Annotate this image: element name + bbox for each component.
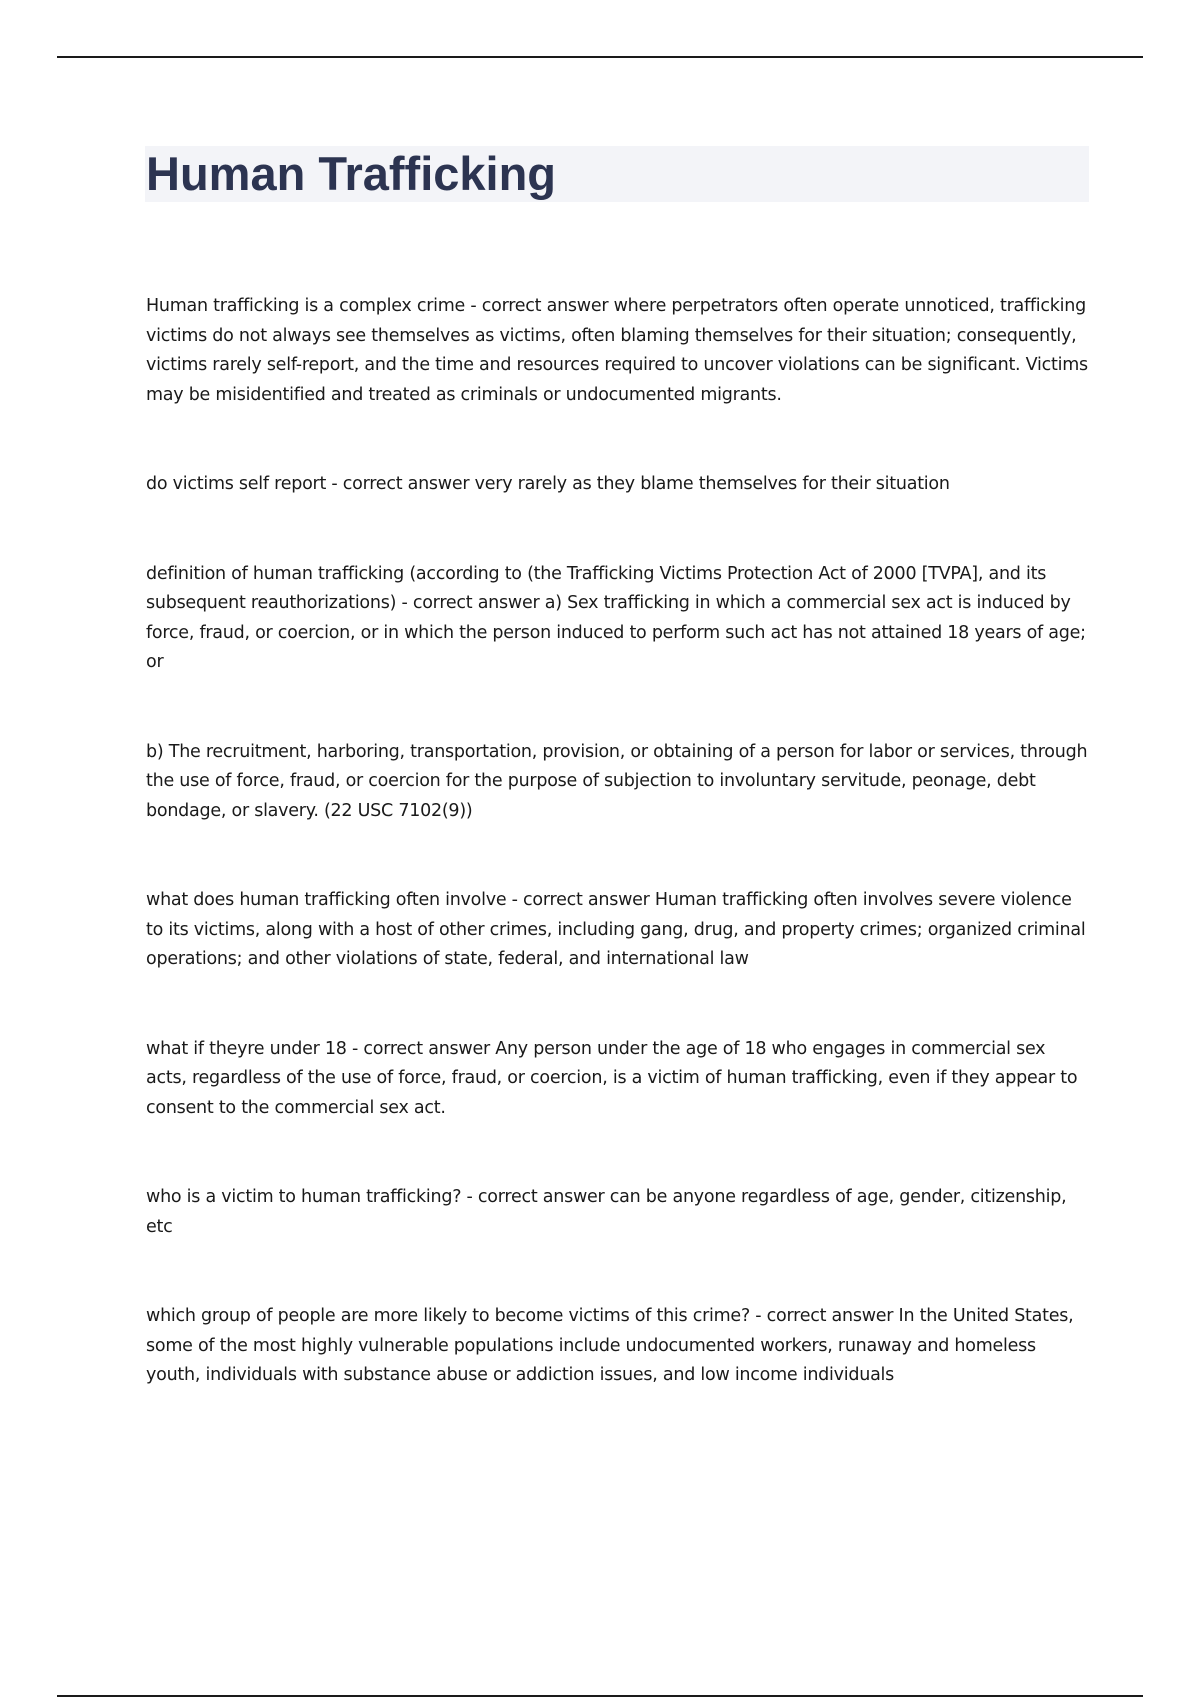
page-bottom-rule <box>57 1695 1143 1697</box>
qa-entry: do victims self report - correct answer very rarely as they blame themselves for their situation <box>146 474 950 494</box>
qa-entry: what does human trafficking often involve - correct answer Human trafficking often involves severe violence to its victims, along with a host of other crimes, including gang, drug, and property crimes; organized criminal operations; and other violations of state, federal, and international law <box>146 890 1086 969</box>
document-body <box>146 292 1091 1451</box>
qa-entry: what if theyre under 18 - correct answer Any person under the age of 18 who engages in commercial sex acts, regardless of the use of force, fraud, or coercion, is a victim of human trafficking, even if they appear to consent to the commercial sex act. <box>146 1038 1078 1118</box>
qa-entry: b) The recruitment, harboring, transportation, provision, or obtaining of a person for labor or services, through the use of force, fraud, or coercion for the purpose of subjection to involuntary servitude, peonage, debt bondage, or slavery. (22 USC 7102(9)) <box>146 741 1088 821</box>
qa-entry: definition of human trafficking (according to (the Trafficking Victims Protection Act of 2000 [TVPA], and its subsequent reauthorizations) - correct answer a) Sex trafficking in which a commercial sex act is induced by force, fraud, or coercion, or in which the person induced to perform such act has not attained 18 years of age; or <box>146 563 1086 672</box>
page-top-rule <box>57 56 1143 58</box>
qa-entry: which group of people are more likely to become victims of this crime? - correct answer In the United States, some of the most highly vulnerable populations include undocumented workers, runaway and homeless youth, individuals with substance abuse or addiction issues, and low income individuals <box>146 1306 1074 1385</box>
qa-entry: Human trafficking is a complex crime - correct answer where perpetrators often operate unnoticed, trafficking victims do not always see themselves as victims, often blaming themselves for their situation; consequently, victims rarely self-report, and the time and resources required to uncover violations can be significant. Victims may be misidentified and treated as criminals or undocumented migrants. <box>146 296 1088 405</box>
qa-entry: who is a victim to human trafficking? - correct answer can be anyone regardless of age, gender, citizenship, etc <box>146 1187 1067 1237</box>
page-title: Human Trafficking <box>146 147 557 200</box>
